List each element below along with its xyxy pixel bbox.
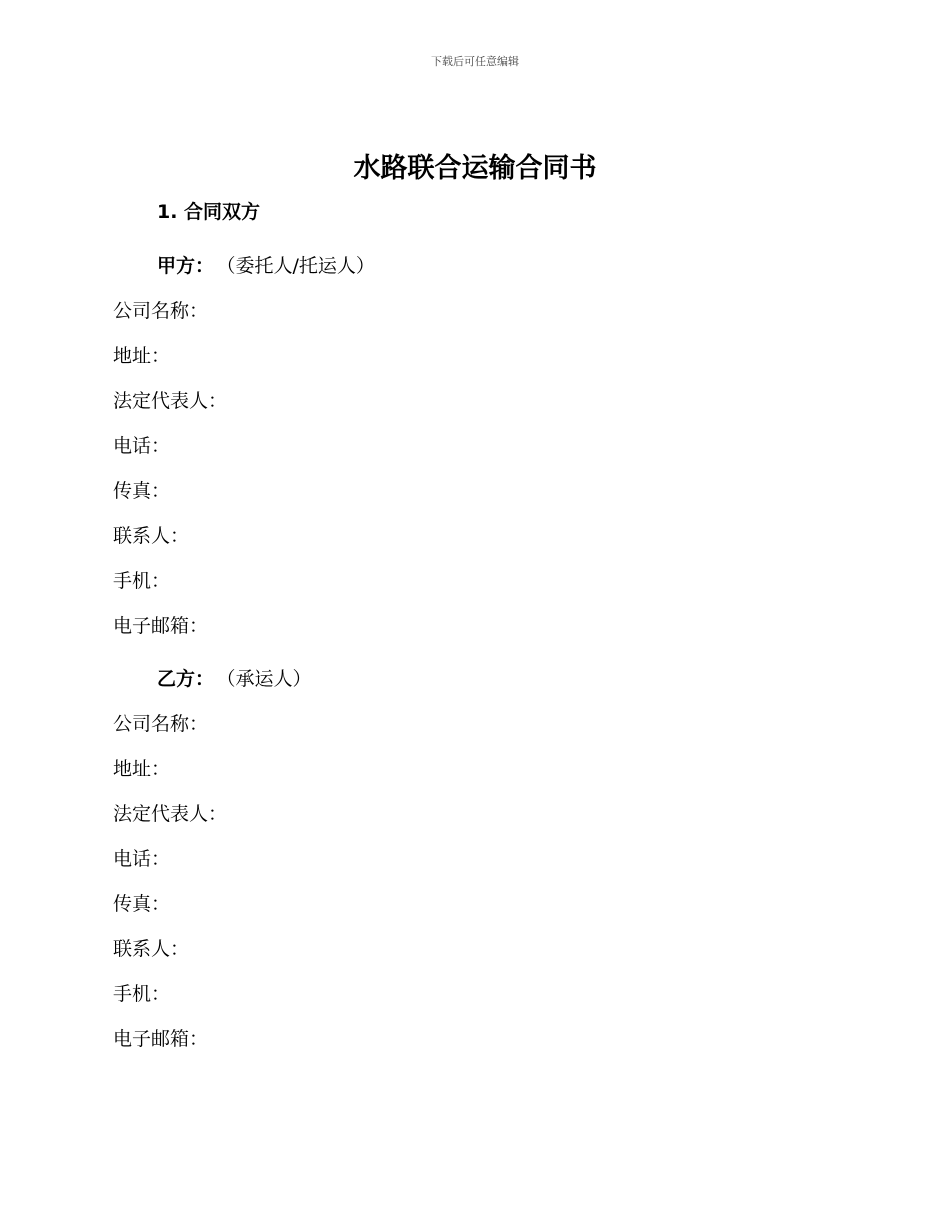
party-b-phone-label: 电话： [113,848,171,870]
party-b-address-label: 地址： [113,758,171,780]
document-title: 水路联合运输合同书 [353,153,597,184]
party-b-company-name-label: 公司名称： [113,713,209,735]
party-a-legal-rep-label: 法定代表人： [113,390,228,412]
party-a-field-list [113,296,227,656]
party-a-mobile-label: 手机： [113,570,171,592]
party-a-address-label: 地址： [113,345,171,367]
party-b-fax-label: 传真： [113,893,171,915]
section-heading-parties: 1. 合同双方 [157,201,261,223]
party-a-fax-label: 传真： [113,480,171,502]
party-a-company-name-label: 公司名称： [113,300,209,322]
party-a-contact-label: 联系人： [113,525,190,547]
party-b-label: 乙方： [157,668,215,690]
party-b-field-list [113,709,227,1069]
party-a-role: （委托人/托运人） [226,255,375,277]
party-b-heading [157,664,312,694]
party-a-label: 甲方： [157,255,215,277]
page-header-note: 下载后可任意编辑 [431,55,519,68]
party-a-phone-label: 电话： [113,435,171,457]
party-b-email-label: 电子邮箱： [113,1028,209,1050]
party-b-mobile-label: 手机： [113,983,171,1005]
party-b-contact-label: 联系人： [113,938,190,960]
party-a-email-label: 电子邮箱： [113,615,209,637]
party-a-heading [157,251,375,281]
party-b-role: （承运人） [226,668,312,690]
party-b-legal-rep-label: 法定代表人： [113,803,228,825]
